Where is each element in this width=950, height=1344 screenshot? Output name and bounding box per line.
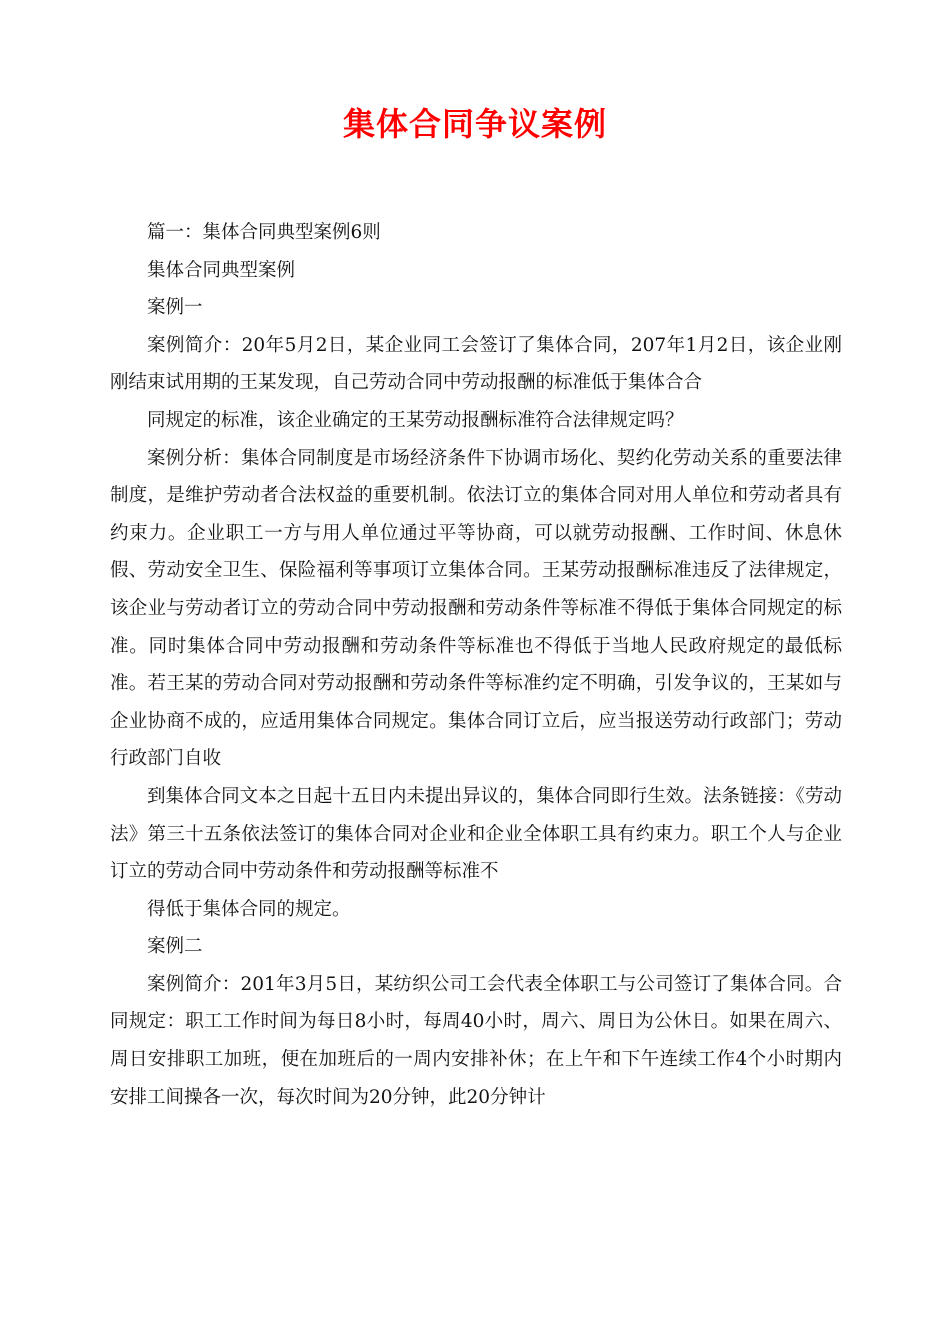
- paragraph: 集体合同典型案例: [147, 259, 296, 281]
- document-title: 集体合同争议案例: [342, 105, 607, 143]
- paragraph: 案例二: [147, 936, 203, 958]
- paragraph: 同规定的标准，该企业确定的王某劳动报酬标准符合法律规定吗？: [147, 409, 684, 431]
- paragraph: 得低于集体合同的规定。: [147, 898, 351, 920]
- paragraph: 案例简介：201年3月5日，某纺织公司工会代表全体职工与公司签订了集体合同。合同规定：职工工作时间为每日8小时，每周40小时，周六、周日为公休日。如果在周六、周日安排职工加班，便在加班后的一周内安排补休；在上午和下午连续工作4个小时期内安排工间操各一次，每次时间为20分钟，此20分钟计: [110, 973, 842, 1108]
- document-body: [110, 214, 842, 1116]
- paragraph: 案例分析：集体合同制度是市场经济条件下协调市场化、契约化劳动关系的重要法律制度，是维护劳动者合法权益的重要机制。依法订立的集体合同对用人单位和劳动者具有约束力。企业职工一方与用人单位通过平等协商，可以就劳动报酬、工作时间、休息休假、劳动安全卫生、保险福利等事项订立集体合同。王某劳动报酬标准违反了法律规定，该企业与劳动者订立的劳动合同中劳动报酬和劳动条件等标准不得低于集体合同规定的标准。同时集体合同中劳动报酬和劳动条件等标准也不得低于当地人民政府规定的最低标准。若王某的劳动合同对劳动报酬和劳动条件等标准约定不明确，引发争议的，王某如与企业协商不成的，应适用集体合同规定。集体合同订立后，应当报送劳动行政部门；劳动行政部门自收: [110, 447, 842, 770]
- paragraph: 案例简介：20年5月2日，某企业同工会签订了集体合同，207年1月2日，该企业刚刚结束试用期的王某发现，自己劳动合同中劳动报酬的标准低于集体合合: [110, 334, 842, 394]
- paragraph: 篇一：集体合同典型案例6则: [147, 222, 381, 243]
- paragraph: 到集体合同文本之日起十五日内未提出异议的，集体合同即行生效。法条链接：《劳动法》第三十五条依法签订的集体合同对企业和企业全体职工具有约束力。职工个人与企业订立的劳动合同中劳动条件和劳动报酬等标准不: [110, 785, 842, 883]
- paragraph: 案例一: [147, 297, 203, 319]
